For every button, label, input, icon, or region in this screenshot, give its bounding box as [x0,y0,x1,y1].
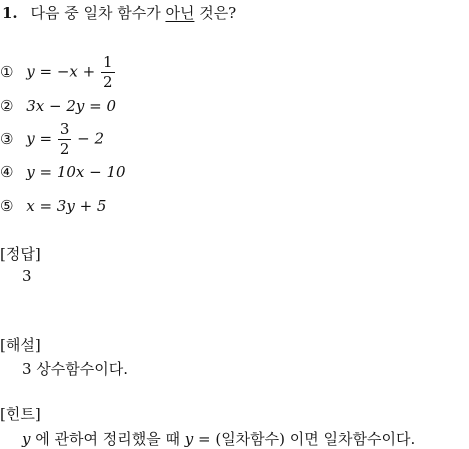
option-marker: ① [0,62,14,81]
option-expression: y = 10x − 10 [26,163,126,181]
option-2[interactable] [0,97,116,115]
question-text-suffix: 것은? [194,4,237,22]
hint-variable: y [22,430,31,448]
hint-text-end: = (일차함수) 이면 일차함수이다. [193,430,416,448]
option-marker: ④ [0,163,14,181]
option-expression: x = 3y + 5 [26,197,107,215]
option-fraction [58,122,72,157]
option-eq: = −x + [34,62,100,81]
option-marker: ⑤ [0,197,14,215]
hint-eq-variable: y [184,430,194,448]
explanation-label: [해설] [0,336,41,354]
option-lhs: y [26,62,35,81]
option-1[interactable] [0,55,116,90]
option-4[interactable] [0,163,126,181]
question-underlined-word: 아닌 [165,4,195,22]
option-marker: ③ [0,129,14,148]
option-expression: 3x − 2y = 0 [26,97,117,115]
option-tail: − 2 [72,129,105,148]
option-3[interactable] [0,122,104,157]
option-marker: ② [0,97,14,115]
question-number: 1. [2,4,18,22]
option-eq: = [34,129,57,148]
question-text-prefix: 다음 중 일차 함수가 [30,4,166,22]
answer-label: [정답] [0,245,41,263]
hint-label: [힌트] [0,405,41,423]
fraction-denominator: 2 [102,73,113,91]
explanation-text: 3 상수함수이다. [22,360,129,378]
fraction-denominator: 2 [59,140,70,158]
hint-text [22,428,415,449]
option-5[interactable] [0,197,106,215]
option-fraction [101,55,115,90]
question-line [2,2,236,23]
fraction-numerator: 3 [59,120,70,138]
hint-text-mid: 에 관하여 정리했을 때 [30,430,185,448]
fraction-numerator: 1 [102,53,113,71]
answer-value: 3 [22,267,32,285]
option-lhs: y [26,129,35,148]
